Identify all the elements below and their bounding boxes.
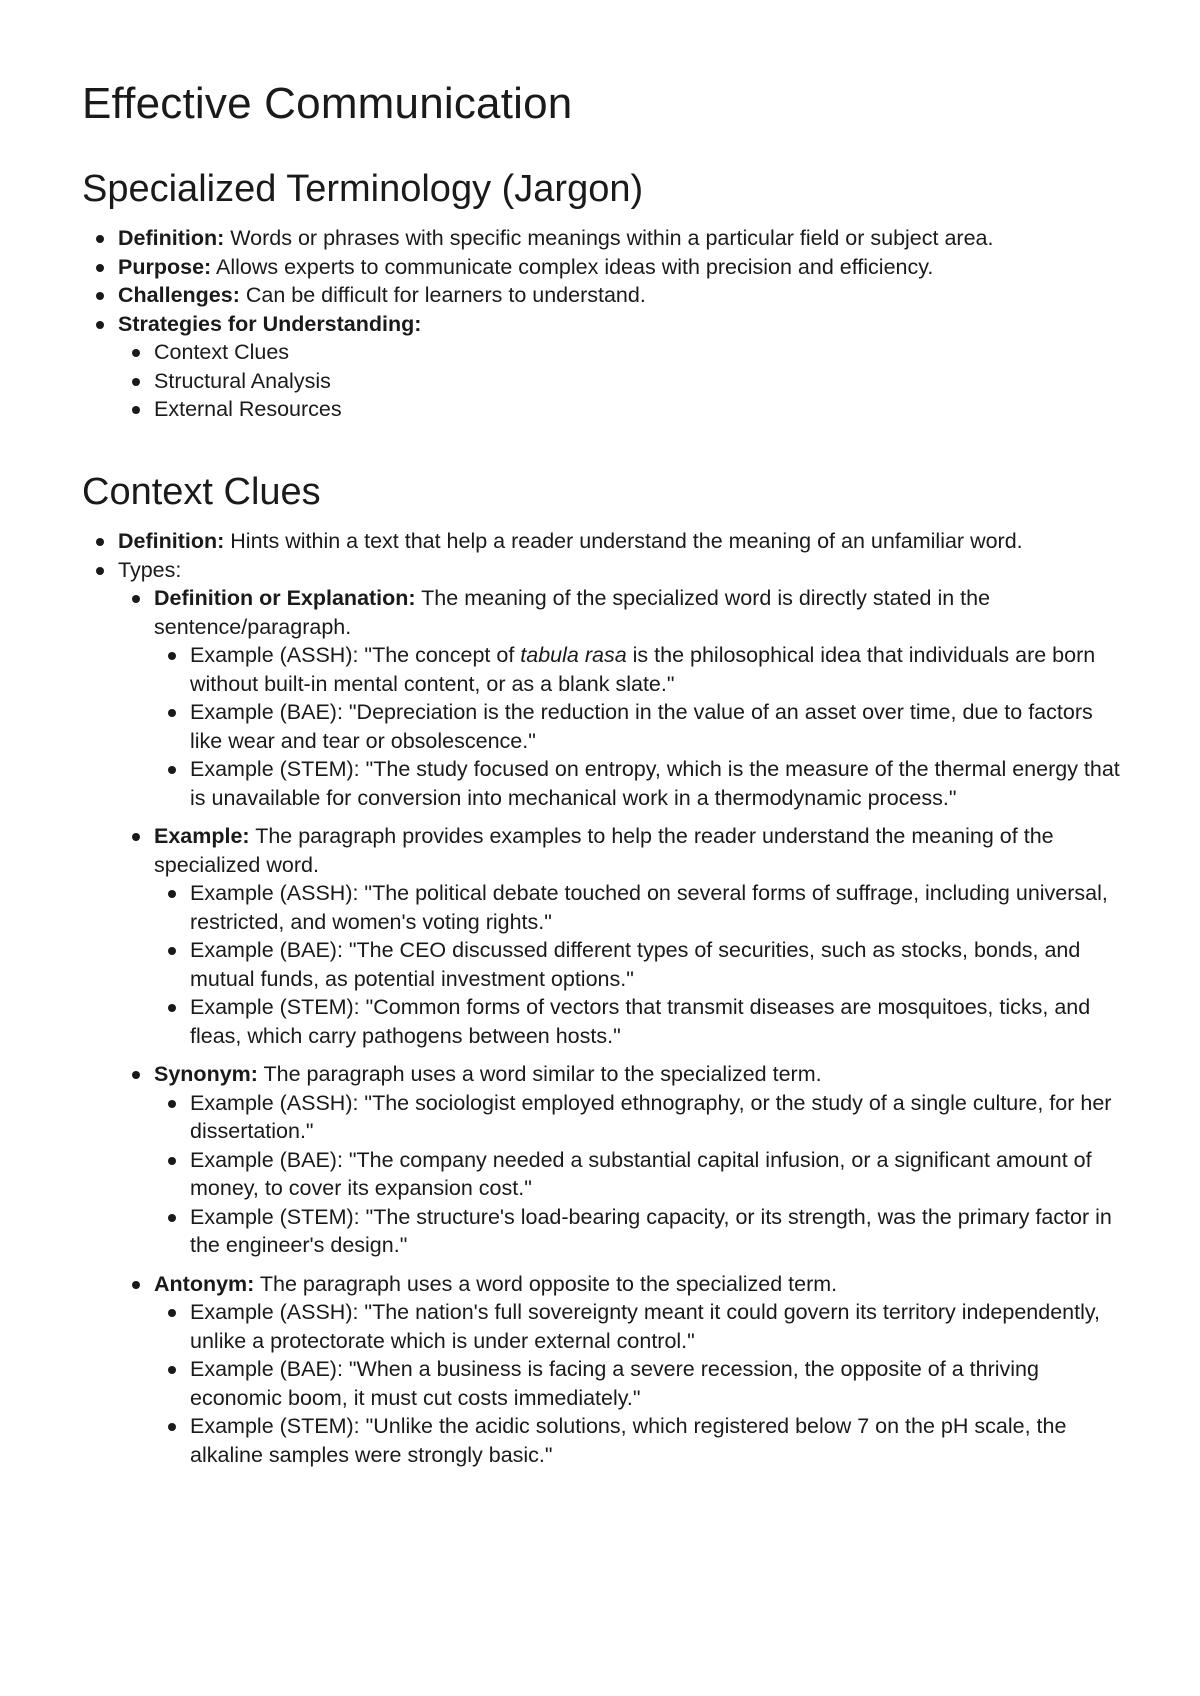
example-item <box>190 1089 1120 1146</box>
example-item <box>190 936 1120 993</box>
example-text: Example (ASSH): "The nation's full sovereignty meant it could govern its territory independently, unlike a protectorate which is under external control." <box>190 1300 1100 1353</box>
type-text: The paragraph provides examples to help the reader understand the meaning of the specialized word. <box>154 824 1054 877</box>
types-list <box>118 584 1120 1469</box>
context-clues-list <box>82 527 1120 1469</box>
type-item <box>154 1270 1120 1470</box>
type-label: Example: <box>154 824 250 849</box>
example-text: Example (BAE): "The company needed a substantial capital infusion, or a significant amount of money, to cover its expansion cost." <box>190 1147 1092 1201</box>
example-text: Example (ASSH): "The political debate touched on several forms of suffrage, including universal, restricted, and women's voting rights." <box>190 881 1108 934</box>
examples-list <box>154 641 1120 812</box>
example-text: Example (BAE): "The CEO discussed different types of securities, such as stocks, bonds, and mutual funds, as potential investment options." <box>190 938 1081 991</box>
type-label: Synonym: <box>154 1062 258 1087</box>
section-heading-context-clues: Context Clues <box>82 470 321 513</box>
item-text: Words or phrases with specific meanings within a particular field or subject area. <box>224 226 994 251</box>
list-item: External Resources <box>154 395 1120 424</box>
example-item <box>190 993 1120 1050</box>
example-item <box>190 1355 1120 1412</box>
example-text: Example (ASSH): "The sociologist employed ethnography, or the study of a single culture, for her dissertation." <box>190 1090 1112 1144</box>
example-text: Example (STEM): "The structure's load-bearing capacity, or its strength, was the primary factor in the engineer's design." <box>190 1204 1112 1258</box>
example-text: Example (STEM): "Common forms of vectors that transmit diseases are mosquitoes, ticks, and fleas, which carry pathogens between hosts." <box>190 995 1091 1048</box>
type-label: Definition or Explanation: <box>154 586 416 611</box>
item-label: Definition: <box>118 226 225 251</box>
example-text: Example (STEM): "Unlike the acidic solutions, which registered below 7 on the pH scale, the alkaline samples were strongly basic." <box>190 1414 1067 1467</box>
strategies-list <box>118 338 1120 424</box>
item-label: Types: <box>118 557 182 582</box>
list-item: Structural Analysis <box>154 367 1120 396</box>
item-label: Strategies for Understanding: <box>118 311 422 336</box>
item-label: Challenges: <box>118 283 240 308</box>
item-text: Can be difficult for learners to understand. <box>239 283 646 308</box>
example-text: Example (BAE): "Depreciation is the reduction in the value of an asset over time, due to factors like wear and tear or obsolescence." <box>190 700 1093 753</box>
type-text: The paragraph uses a word similar to the specialized term. <box>257 1062 822 1087</box>
example-text: Example (BAE): "When a business is facing a severe recession, the opposite of a thriving economic boom, it must cut costs immediately." <box>190 1357 1039 1410</box>
item-text: Hints within a text that help a reader understand the meaning of an unfamiliar word. <box>224 529 1023 554</box>
item-label: Definition: <box>118 529 225 554</box>
list-item <box>118 253 1120 282</box>
example-item <box>190 879 1120 936</box>
example-text: Example (STEM): "The study focused on entropy, which is the measure of the thermal energy that is unavailable for conversion into mechanical work in a thermodynamic process." <box>190 757 1120 810</box>
jargon-list <box>82 224 1120 424</box>
example-item <box>190 698 1120 755</box>
section-heading-jargon: Specialized Terminology (Jargon) <box>82 167 644 210</box>
example-item <box>190 641 1120 698</box>
example-text: is the philosophical idea that individuals are born without built-in mental content, or as a blank slate." <box>190 643 1096 696</box>
list-item <box>118 281 1120 310</box>
example-text: Example (ASSH): "The concept of <box>190 643 521 668</box>
examples-list <box>154 1298 1120 1469</box>
type-item <box>154 584 1120 812</box>
type-item <box>154 822 1120 1050</box>
type-text: The meaning of the specialized word is directly stated in the sentence/paragraph. <box>154 586 991 639</box>
list-item <box>118 224 1120 253</box>
example-item <box>190 1203 1120 1260</box>
example-term: tabula rasa <box>520 643 627 668</box>
example-item <box>190 1146 1120 1203</box>
item-text: Allows experts to communicate complex ideas with precision and efficiency. <box>211 254 934 279</box>
example-item <box>190 755 1120 812</box>
example-item <box>190 1412 1120 1469</box>
list-item: Context Clues <box>154 338 1120 367</box>
type-item <box>154 1060 1120 1260</box>
type-text: The paragraph uses a word opposite to the specialized term. <box>254 1271 838 1296</box>
item-label: Purpose: <box>118 254 212 279</box>
type-label: Antonym: <box>154 1271 255 1296</box>
examples-list <box>154 879 1120 1050</box>
examples-list <box>154 1089 1120 1260</box>
list-item <box>118 310 1120 424</box>
example-item <box>190 1298 1120 1355</box>
page-title: Effective Communication <box>82 79 573 128</box>
list-item <box>118 556 1120 1470</box>
list-item <box>118 527 1120 556</box>
